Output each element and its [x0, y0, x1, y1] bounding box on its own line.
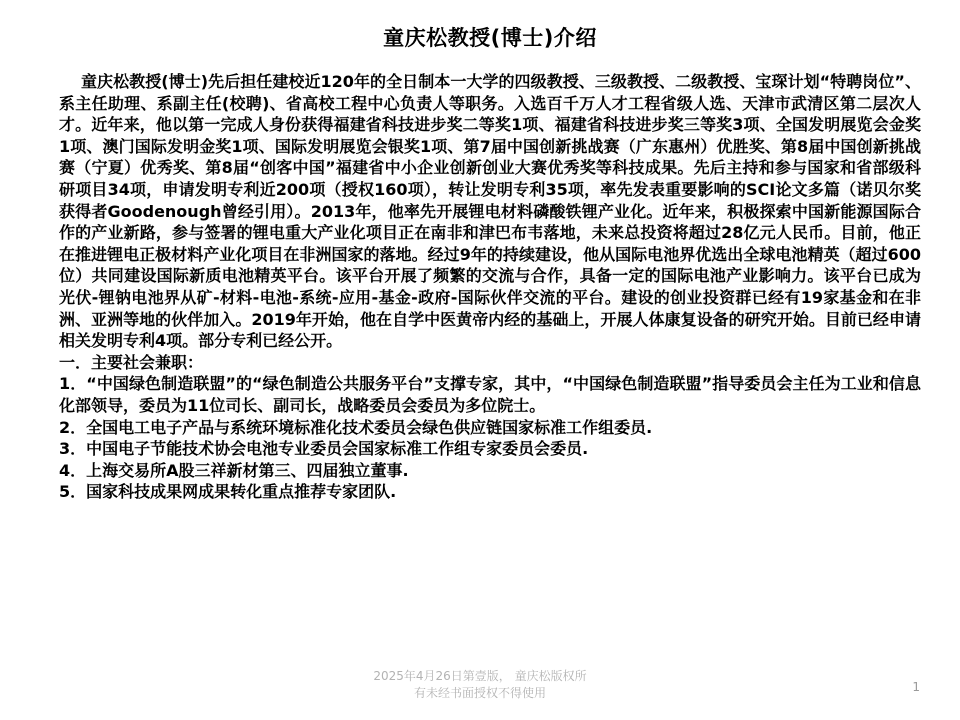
duty-item-1: 1．“中国绿色制造联盟”的“绿色制造公共服务平台”支撑专家，其中，“中国绿色制造联盟”指导委员会主任为工业和信息化部领导，委员为11位司长、副司长，战略委员会委员为多位院士。	[59, 374, 921, 415]
page-number: 1	[912, 680, 920, 694]
intro-paragraph: 童庆松教授(博士)先后担任建校近120年的全日制本一大学的四级教授、三级教授、二级教授、宝琛计划“特聘岗位”、系主任助理、系副主任(校聘)、省高校工程中心负责人等职务。入选百千万人才工程省级人选、天津市武清区第二层次人才。近年来，他以第一完成人身份获得福建省科技进步奖二等奖1项、福建省科技进步奖三等奖3项、全国发明展览会金奖1项、澳门国际发明金奖1项、国际发明展览会银奖1项、第7届中国创新挑战赛（广东惠州）优胜奖、第8届中国创新挑战赛（宁夏）优秀奖、第8届“创客中国”福建省中小企业创新创业大赛优秀奖等科技成果。先后主持和参与国家和省部级科研项目34项，申请发明专利近200项（授权160项），转让发明专利35项，率先发表重要影响的SCI论文多篇（诺贝尔奖获得者Goodenough曾经引用）。2013年，他率先开展锂电材料磷酸铁锂产业化。近年来，积极探索中国新能源国际合作的产业新路，参与签署的锂电重大产业化项目正在南非和津巴布韦落地，未来总投资将超过28亿元人民币。目前，他正在推进锂电正极材料产业化项目在非洲国家的落地。经过9年的持续建设，他从国际电池界优选出全球电池精英（超过600位）共同建设国际新质电池精英平台。该平台开展了频繁的交流与合作，具备一定的国际电池产业影响力。该平台已成为光伏-锂钠电池界从矿-材料-电池-系统-应用-基金-政府-国际伙伴交流的平台。建设的创业投资群已经有19家基金和在非洲、亚洲等地的伙伴加入。2019年开始，他在自学中医黄帝内经的基础上，开展人体康复设备的研究开始。目前已经申请相关发明专利4项。部分专利已经公开。	[59, 72, 921, 351]
duty-item-5: 5．国家科技成果网成果转化重点推荐专家团队.	[59, 482, 397, 502]
section-heading: 一．主要社会兼职：	[59, 352, 204, 372]
duty-item-3: 3．中国电子节能技术协会电池专业委员会国家标准工作组专家委员会委员.	[59, 439, 589, 459]
slide-title: 童庆松教授(博士)介绍	[383, 26, 597, 50]
copyright-line-2: 有未经书面授权不得使用	[413, 686, 546, 700]
slide-body	[59, 71, 921, 503]
duty-item-4: 4．上海交易所A股三祥新材第三、四届独立董事.	[59, 460, 409, 480]
copyright-footer	[300, 668, 660, 702]
duty-item-2: 2．全国电工电子产品与系统环境标准化技术委员会绿色供应链国家标准工作组委员.	[59, 417, 653, 437]
copyright-line-1: 2025年4月26日第壹版， 童庆松版权所	[373, 669, 587, 683]
